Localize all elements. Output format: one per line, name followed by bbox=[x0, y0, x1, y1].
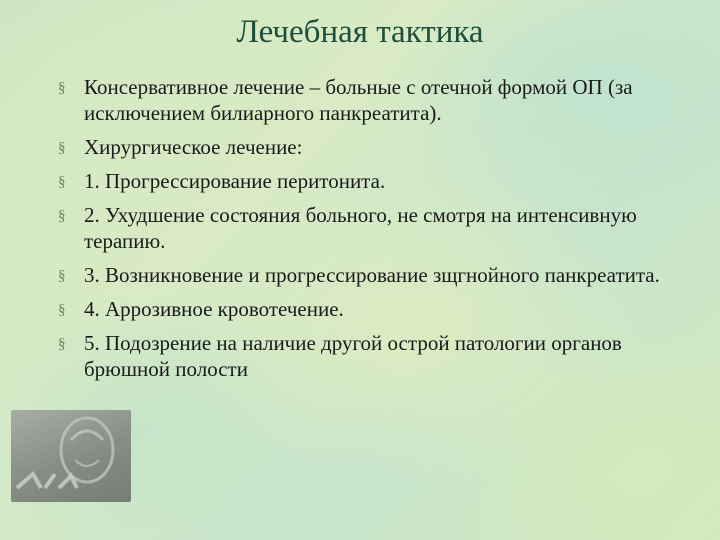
bullet-text: Консервативное лечение – больные с отечной формой ОП (за исключением билиарного панкреатита). bbox=[84, 75, 633, 125]
bullet-item-2 bbox=[58, 202, 698, 254]
bullet-item-surgical bbox=[58, 134, 698, 160]
bullet-item-1 bbox=[58, 168, 698, 194]
bullet-item-5 bbox=[58, 330, 698, 382]
bullet-text: 2. Ухудшение состояния больного, не смотря на интенсивную терапию. bbox=[84, 203, 637, 253]
bullet-list bbox=[58, 74, 698, 390]
bullet-text: Хирургическое лечение: bbox=[84, 135, 303, 159]
bullet-text: 3. Возникновение и прогрессирование зщгнойного панкреатита. bbox=[84, 263, 660, 287]
bullet-item-conservative bbox=[58, 74, 698, 126]
bullet-marker: § bbox=[58, 208, 66, 224]
bullet-marker: § bbox=[58, 336, 66, 352]
bullet-item-3 bbox=[58, 262, 698, 288]
bullet-item-4 bbox=[58, 296, 698, 322]
bullet-marker: § bbox=[58, 80, 66, 96]
bullet-text: 4. Аррозивное кровотечение. bbox=[84, 297, 344, 321]
bullet-marker: § bbox=[58, 140, 66, 156]
bullet-text: 1. Прогрессирование перитонита. bbox=[84, 169, 386, 193]
slide-title: Лечебная тактика bbox=[236, 14, 484, 50]
bullet-marker: § bbox=[58, 268, 66, 284]
bullet-marker: § bbox=[58, 174, 66, 190]
bullet-text: 5. Подозрение на наличие другой острой патологии органов брюшной полости bbox=[84, 331, 622, 381]
bullet-marker: § bbox=[58, 302, 66, 318]
logo-portrait-icon bbox=[11, 410, 131, 502]
